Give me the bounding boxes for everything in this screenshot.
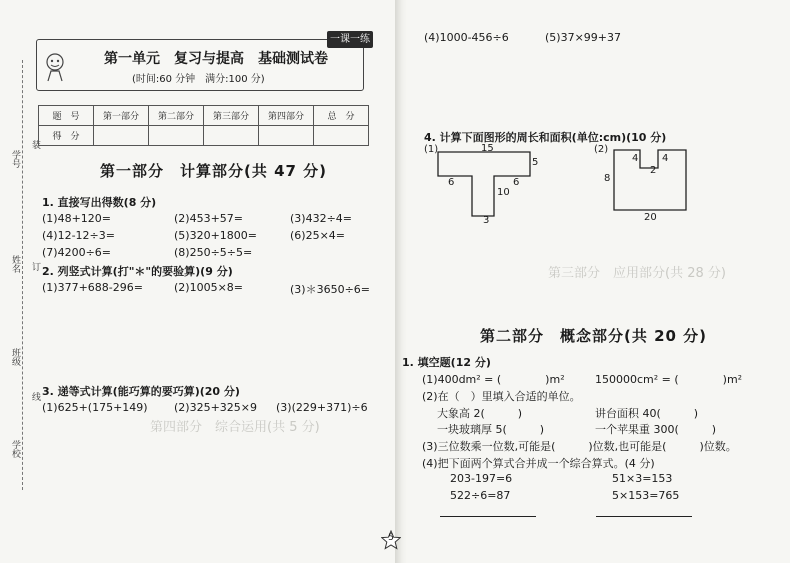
fill-4: (4)把下面两个算式合并成一个综合算式。(4 分) (422, 457, 655, 470)
fig2-dim: 2 (650, 165, 657, 176)
fig1-dim: 3 (483, 215, 490, 226)
answer-line-right[interactable] (596, 516, 692, 517)
mascot-icon (42, 52, 68, 82)
score-header-cell: 第四部分 (259, 106, 314, 126)
margin-bind-ding: 订 (30, 262, 40, 271)
q3-item: (3)(229+371)÷6 (276, 401, 368, 414)
score-header-cell: 第一部分 (94, 106, 149, 126)
fig2-dim: 20 (644, 212, 657, 223)
figure-notched-rectangle (612, 148, 692, 214)
q1-item: (2)453+57= (174, 212, 244, 225)
score-cell[interactable] (94, 126, 149, 146)
part1-heading: 第一部分 计算部分(共 47 分) (100, 162, 328, 180)
fill-4a: 203-197=6 (450, 472, 513, 485)
fig1-dim: 10 (497, 187, 510, 198)
fill-1b: 150000cm² = ( )m² (595, 373, 743, 386)
fill-4d: 5×153=765 (612, 489, 680, 502)
q1-item: (8)250÷5÷5= (174, 246, 253, 259)
q2-item: (3)＊3650÷6= (290, 283, 371, 296)
score-cell[interactable] (204, 126, 259, 146)
margin-name: 姓名 (10, 255, 20, 273)
score-cell[interactable] (259, 126, 314, 146)
margin-class: 班级 (10, 348, 20, 366)
binding-line (22, 60, 23, 490)
page-number: 5 (388, 533, 394, 543)
bleed-through-heading: 第三部分 应用部分(共 28 分) (548, 266, 726, 281)
fill-1a: (1)400dm² = ( )m² (422, 373, 565, 386)
page-title: 第一单元 复习与提高 基础测试卷 (104, 51, 328, 67)
fill-title: 1. 填空题(12 分) (402, 356, 491, 369)
fig2-dim: 4 (632, 153, 639, 164)
fill-2a: 大象高 2( ) (437, 407, 523, 420)
q2-item: (2)1005×8= (174, 281, 244, 294)
margin-bind-zhuang: 装 (30, 140, 40, 149)
score-header-cell: 总 分 (314, 106, 369, 126)
fig2-label: (2) (594, 144, 609, 155)
fig2-dim: 8 (604, 173, 611, 184)
score-header-cell: 第二部分 (149, 106, 204, 126)
score-table-row (39, 126, 369, 146)
fill-2d: 一个苹果重 300( ) (595, 423, 717, 436)
q2-title: 2. 列竖式计算(打"＊"的要验算)(9 分) (42, 265, 233, 278)
q3-item: (1)625+(175+149) (42, 401, 148, 414)
q1-item: (6)25×4= (290, 229, 346, 242)
fig2-dim: 4 (662, 153, 669, 164)
q3-continued-item: (4)1000-456÷6 (424, 31, 509, 44)
fig1-label: (1) (424, 144, 439, 155)
book-gutter (395, 0, 407, 563)
fig1-dim: 6 (448, 177, 455, 188)
part2-heading: 第二部分 概念部分(共 20 分) (480, 327, 708, 345)
answer-line-left[interactable] (440, 516, 536, 517)
margin-school: 学校 (10, 440, 20, 458)
score-cell[interactable] (149, 126, 204, 146)
q1-item: (3)432÷4= (290, 212, 353, 225)
margin-bind-xian: 线 (30, 392, 40, 401)
q3-continued-item: (5)37×99+37 (545, 31, 622, 44)
fig1-dim: 6 (513, 177, 520, 188)
q1-item: (5)320+1800= (174, 229, 258, 242)
fill-2c: 一块玻璃厚 5( ) (437, 423, 545, 436)
page-subtitle: (时间:60 分钟 满分:100 分) (132, 74, 265, 85)
score-row-label: 得 分 (39, 126, 94, 146)
fill-4b: 51×3=153 (612, 472, 673, 485)
q1-title: 1. 直接写出得数(8 分) (42, 196, 157, 209)
fill-2b: 讲台面积 40( ) (595, 407, 699, 420)
fill-3: (3)三位数乘一位数,可能是( )位数,也可能是( )位数。 (422, 440, 737, 453)
q2-item: (1)377+688-296= (42, 281, 143, 294)
fill-4c: 522÷6=87 (450, 489, 511, 502)
bleed-through-heading: 第四部分 综合运用(共 5 分) (150, 420, 320, 435)
series-stamp: 一课一练 (327, 31, 373, 48)
score-table-header (39, 106, 369, 126)
fill-2: (2)在（ ）里填入合适的单位。 (422, 390, 581, 403)
score-table (38, 105, 369, 146)
q1-item: (7)4200÷6= (42, 246, 112, 259)
q3-item: (2)325+325×9 (174, 401, 258, 414)
q4-title: 4. 计算下面图形的周长和面积(单位:cm)(10 分) (424, 131, 667, 144)
fig1-dim: 15 (481, 143, 494, 154)
margin-student-id: 学号 (10, 150, 20, 168)
score-header-cell: 第三部分 (204, 106, 259, 126)
score-cell[interactable] (314, 126, 369, 146)
q1-item: (1)48+120= (42, 212, 112, 225)
q3-title: 3. 递等式计算(能巧算的要巧算)(20 分) (42, 385, 240, 398)
fig1-dim: 5 (532, 157, 539, 168)
q1-item: (4)12-12÷3= (42, 229, 115, 242)
score-header-cell: 题 号 (39, 106, 94, 126)
